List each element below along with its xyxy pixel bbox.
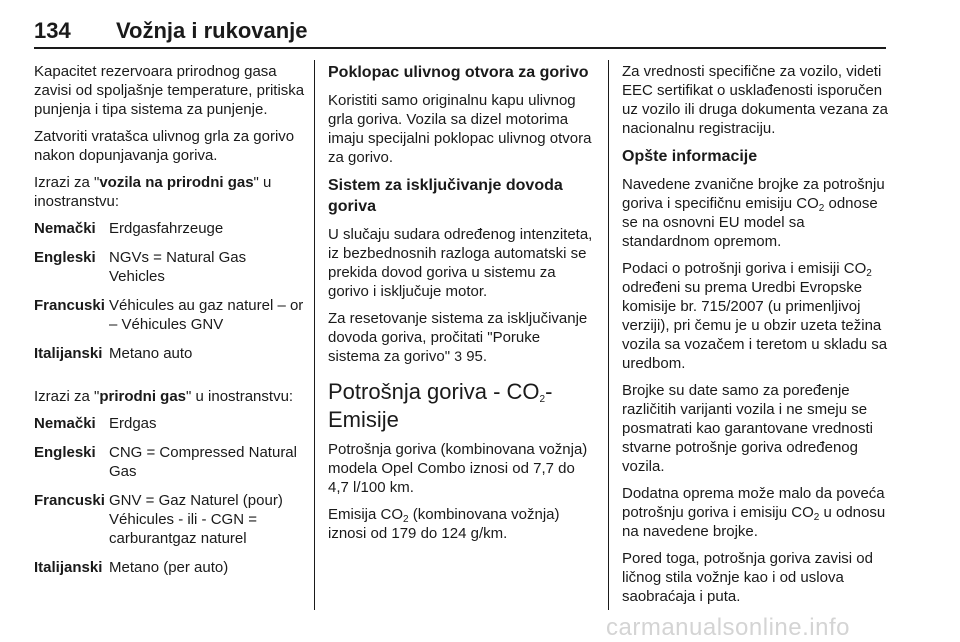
- text: Izrazi za ": [34, 174, 100, 191]
- column-2: [328, 62, 594, 551]
- text: Za resetovanje sistema za isključivanje dovoda goriva, pročitati "Poruke sistema za gorivo": [328, 310, 588, 365]
- terms-table-vehicles: [34, 219, 306, 363]
- column-3: [622, 62, 890, 614]
- paragraph: Potrošnja goriva (kombinovana vožnja) modela Opel Combo iznosi od 7,7 do 4,7 l/100 km.: [328, 441, 588, 496]
- text: " u inostranstvu:: [34, 174, 272, 210]
- table-row: [34, 558, 306, 577]
- table-row: [34, 491, 306, 548]
- section-heading: Poklopac ulivnog otvora za gorivo: [328, 64, 589, 81]
- text: -Emisije: [328, 379, 553, 432]
- language-label: Francuski: [34, 297, 105, 314]
- table-row: [34, 248, 306, 286]
- table-row: [34, 344, 306, 363]
- text: određeni su prema Uredbi Evropske komisije br. 715/2007 (u primenljivoj verziji), pri čemu je u obzir uzeta težina vozila sa vozačem i teretom u skladu sa uredbom.: [622, 279, 888, 372]
- paragraph: Koristiti samo originalnu kapu ulivnog grla goriva. Vozila sa dizel motorima imaju specijalni poklopac ulivnog otvora za gorivo.: [328, 92, 592, 166]
- section-heading: Sistem za isključivanje dovoda goriva: [328, 177, 563, 215]
- page-title: Vožnja i rukovanje: [116, 18, 308, 43]
- table-row: [34, 414, 306, 433]
- header-rule: [34, 47, 886, 49]
- table-row: [34, 443, 306, 481]
- paragraph: [328, 309, 594, 366]
- text: Dodatna oprema može malo da poveća potrošnju goriva i emisiju CO: [622, 485, 885, 521]
- term-value: Véhicules au gaz naturel – or – Véhicules GNV: [109, 297, 304, 333]
- paragraph: [622, 484, 890, 541]
- term-value: GNV = Gaz Naturel (pour) Véhicules - ili - CGN = carburantgaz naturel: [109, 492, 283, 547]
- term-value: Metano auto: [109, 345, 193, 362]
- paragraph: [34, 387, 306, 406]
- language-label: Engleski: [34, 444, 96, 461]
- table-row: [34, 219, 306, 238]
- term-value: Erdgas: [109, 415, 157, 432]
- paragraph: [34, 173, 306, 211]
- text: Podaci o potrošnji goriva i emisiji CO: [622, 260, 867, 277]
- paragraph: [328, 505, 594, 543]
- page-header: [34, 10, 886, 50]
- column-divider-1: [314, 60, 315, 610]
- page-reference-link[interactable]: 95.: [466, 348, 488, 365]
- text: Izrazi za ": [34, 388, 100, 405]
- bold-term: prirodni gas: [99, 388, 187, 405]
- language-label: Nemački: [34, 415, 96, 432]
- text: (kombinovana vožnja) iznosi od 179 do 124 g/km.: [328, 506, 560, 542]
- text: " u inostranstvu:: [186, 388, 294, 405]
- column-1: [34, 62, 306, 587]
- language-label: Francuski: [34, 492, 105, 509]
- paragraph: Pored toga, potrošnja goriva zavisi od ličnog stila vožnje kao i od uslova saobraćaja i puta.: [622, 550, 873, 605]
- column-divider-2: [608, 60, 609, 610]
- watermark: carmanualsonline.info: [606, 614, 850, 641]
- paragraph: Kapacitet rezervoara prirodnog gasa zavisi od spoljašnje temperature, pritiska punjenja i tipa sistema za punjenje.: [34, 63, 305, 118]
- subscript: 2: [818, 203, 825, 214]
- paragraph: Za vrednosti specifične za vozilo, videti EEC sertifikat o usklađenosti isporučen uz vozilo ili druga dokumenta vezana za nacionalnu registraciju.: [622, 63, 888, 137]
- term-value: NGVs = Natural Gas Vehicles: [109, 249, 247, 285]
- table-row: [34, 296, 306, 334]
- language-label: Italijanski: [34, 345, 103, 362]
- text: u odnosu na navedene brojke.: [622, 504, 886, 540]
- subscript: 2: [539, 394, 546, 405]
- page-number: 134: [34, 18, 71, 43]
- chapter-heading: [328, 378, 594, 434]
- text: Navedene zvanične brojke za potrošnju goriva i specifičnu emisiju CO: [622, 176, 885, 212]
- paragraph: Brojke su date samo za poređenje različitih varijanti vozila i ne smeju se posmatrati kao garantovane vrednosti stvarne potrošnje goriva određenog vozila.: [622, 382, 873, 475]
- language-label: Italijanski: [34, 559, 103, 576]
- term-value: CNG = Compressed Natural Gas: [109, 444, 297, 480]
- language-label: Nemački: [34, 220, 96, 237]
- subscript: 2: [866, 268, 872, 279]
- term-value: Metano (per auto): [109, 559, 229, 576]
- subscript: 2: [813, 512, 820, 523]
- bold-term: vozila na prirodni gas: [99, 174, 254, 191]
- text: Emisija CO: [328, 506, 404, 523]
- paragraph: Zatvoriti vratašca ulivnog grla za gorivo nakon dopunjavanja goriva.: [34, 128, 295, 164]
- language-label: Engleski: [34, 249, 96, 266]
- page-ref-arrow-icon: 3: [454, 348, 463, 364]
- section-heading: Opšte informacije: [622, 148, 758, 165]
- text: odnose se na osnovni EU model sa standardnom opremom.: [622, 195, 878, 250]
- text: Potrošnja goriva - CO: [328, 379, 540, 404]
- paragraph: [622, 259, 890, 373]
- term-value: Erdgasfahrzeuge: [109, 220, 224, 237]
- paragraph: [622, 175, 890, 251]
- terms-table-gas: [34, 414, 306, 577]
- paragraph: U slučaju sudara određenog intenziteta, iz bezbednosnih razloga automatski se prekida dovod goriva u sistemu za gorivo i isključuje motor.: [328, 226, 593, 300]
- subscript: 2: [403, 514, 409, 525]
